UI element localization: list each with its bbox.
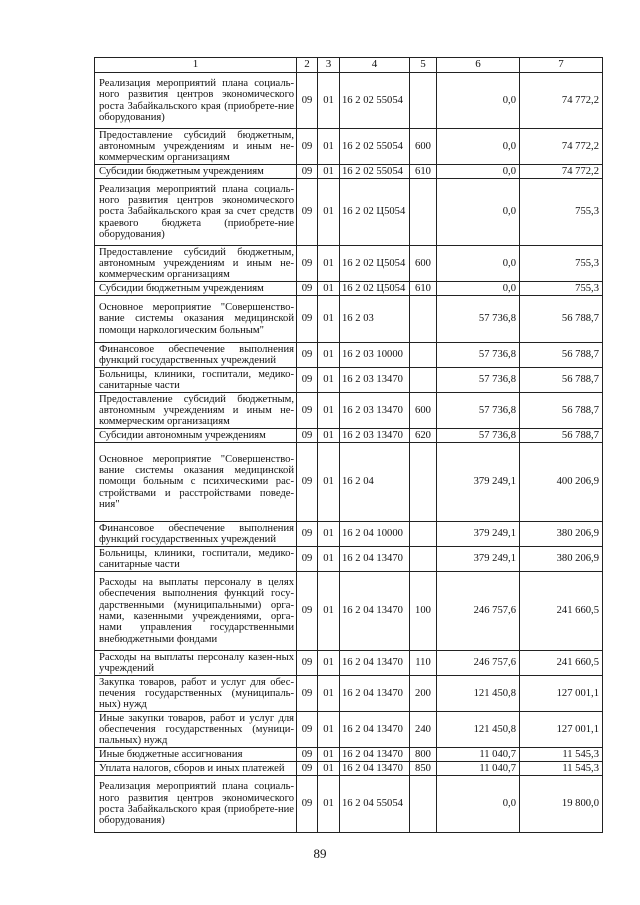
subsection-code-cell: 01 xyxy=(318,129,340,165)
amount-cell-col6: 246 757,6 xyxy=(437,651,520,676)
amount-cell-col6: 379 249,1 xyxy=(437,443,520,522)
item-name-cell: Расходы на выплаты персоналу в целях обеспечения выполнения функций госу-дарственными (муниципальными) орга-нами, казенными учреждениями, орга-нами управления государственными внебюджетными фондами xyxy=(95,572,297,651)
target-article-cell: 16 2 02 55054 xyxy=(340,129,410,165)
table-header-row xyxy=(95,58,603,73)
item-name-cell: Реализация мероприятий плана социаль-ного развития центров экономического роста Забайкальского края (приобрете-ние оборудования) xyxy=(95,776,297,833)
amount-cell-col6: 57 736,8 xyxy=(437,296,520,343)
amount-cell-col6: 57 736,8 xyxy=(437,368,520,393)
expense-type-cell: 600 xyxy=(410,393,437,429)
target-article-cell: 16 2 03 10000 xyxy=(340,343,410,368)
section-code-cell: 09 xyxy=(297,762,318,776)
amount-cell-col7: 56 788,7 xyxy=(520,429,603,443)
table-row xyxy=(95,748,603,762)
item-name-cell: Закупка товаров, работ и услуг для обес-печения государственных (муниципаль-ных) нужд xyxy=(95,676,297,712)
expense-type-cell: 200 xyxy=(410,676,437,712)
table-row xyxy=(95,246,603,282)
subsection-code-cell: 01 xyxy=(318,165,340,179)
target-article-cell: 16 2 02 Ц5054 xyxy=(340,179,410,246)
section-code-cell: 09 xyxy=(297,179,318,246)
amount-cell-col7: 127 001,1 xyxy=(520,712,603,748)
target-article-cell: 16 2 04 13470 xyxy=(340,547,410,572)
target-article-cell: 16 2 02 55054 xyxy=(340,165,410,179)
subsection-code-cell: 01 xyxy=(318,762,340,776)
target-article-cell: 16 2 03 13470 xyxy=(340,429,410,443)
expense-type-cell: 600 xyxy=(410,246,437,282)
amount-cell-col7: 380 206,9 xyxy=(520,522,603,547)
amount-cell-col7: 400 206,9 xyxy=(520,443,603,522)
amount-cell-col6: 0,0 xyxy=(437,165,520,179)
column-header: 5 xyxy=(410,58,437,73)
amount-cell-col7: 127 001,1 xyxy=(520,676,603,712)
target-article-cell: 16 2 04 13470 xyxy=(340,762,410,776)
section-code-cell: 09 xyxy=(297,282,318,296)
section-code-cell: 09 xyxy=(297,712,318,748)
subsection-code-cell: 01 xyxy=(318,712,340,748)
amount-cell-col7: 56 788,7 xyxy=(520,368,603,393)
table-row xyxy=(95,572,603,651)
amount-cell-col6: 57 736,8 xyxy=(437,393,520,429)
subsection-code-cell: 01 xyxy=(318,179,340,246)
subsection-code-cell: 01 xyxy=(318,748,340,762)
column-header: 7 xyxy=(520,58,603,73)
expense-type-cell xyxy=(410,296,437,343)
section-code-cell: 09 xyxy=(297,429,318,443)
target-article-cell: 16 2 04 13470 xyxy=(340,676,410,712)
amount-cell-col6: 11 040,7 xyxy=(437,762,520,776)
page-number: 89 xyxy=(313,846,327,861)
amount-cell-col6: 121 450,8 xyxy=(437,712,520,748)
amount-cell-col7: 755,3 xyxy=(520,179,603,246)
amount-cell-col6: 0,0 xyxy=(437,246,520,282)
section-code-cell: 09 xyxy=(297,343,318,368)
target-article-cell: 16 2 03 13470 xyxy=(340,368,410,393)
expense-type-cell xyxy=(410,73,437,129)
item-name-cell: Субсидии автономным учреждениям xyxy=(95,429,297,443)
amount-cell-col7: 19 800,0 xyxy=(520,776,603,833)
amount-cell-col7: 755,3 xyxy=(520,246,603,282)
expense-type-cell xyxy=(410,179,437,246)
subsection-code-cell: 01 xyxy=(318,246,340,282)
section-code-cell: 09 xyxy=(297,296,318,343)
table-row xyxy=(95,429,603,443)
expense-type-cell xyxy=(410,443,437,522)
amount-cell-col7: 11 545,3 xyxy=(520,762,603,776)
item-name-cell: Предоставление субсидий бюджетным, автономным учреждениям и иным не-коммерческим организациям xyxy=(95,129,297,165)
section-code-cell: 09 xyxy=(297,776,318,833)
column-header: 4 xyxy=(340,58,410,73)
expense-type-cell: 620 xyxy=(410,429,437,443)
item-name-cell: Субсидии бюджетным учреждениям xyxy=(95,165,297,179)
amount-cell-col6: 121 450,8 xyxy=(437,676,520,712)
expense-type-cell: 800 xyxy=(410,748,437,762)
expense-type-cell xyxy=(410,368,437,393)
item-name-cell: Предоставление субсидий бюджетным, автономным учреждениям и иным не-коммерческим организациям xyxy=(95,393,297,429)
table-row xyxy=(95,368,603,393)
section-code-cell: 09 xyxy=(297,393,318,429)
subsection-code-cell: 01 xyxy=(318,368,340,393)
section-code-cell: 09 xyxy=(297,129,318,165)
item-name-cell: Реализация мероприятий плана социаль-ного развития центров экономического роста Забайкальского края за счет средств краевого бюджета (приобрете-ние оборудования) xyxy=(95,179,297,246)
section-code-cell: 09 xyxy=(297,651,318,676)
table-row xyxy=(95,296,603,343)
subsection-code-cell: 01 xyxy=(318,572,340,651)
item-name-cell: Финансовое обеспечение выполнения функций государственных учреждений xyxy=(95,522,297,547)
table-row xyxy=(95,522,603,547)
item-name-cell: Субсидии бюджетным учреждениям xyxy=(95,282,297,296)
table-row xyxy=(95,443,603,522)
column-header: 2 xyxy=(297,58,318,73)
amount-cell-col6: 0,0 xyxy=(437,776,520,833)
amount-cell-col6: 0,0 xyxy=(437,73,520,129)
amount-cell-col6: 0,0 xyxy=(437,129,520,165)
column-header: 1 xyxy=(95,58,297,73)
expense-type-cell xyxy=(410,547,437,572)
amount-cell-col6: 0,0 xyxy=(437,282,520,296)
target-article-cell: 16 2 03 13470 xyxy=(340,393,410,429)
subsection-code-cell: 01 xyxy=(318,296,340,343)
subsection-code-cell: 01 xyxy=(318,343,340,368)
item-name-cell: Финансовое обеспечение выполнения функций государственных учреждений xyxy=(95,343,297,368)
section-code-cell: 09 xyxy=(297,165,318,179)
item-name-cell: Основное мероприятие "Совершенство-вание системы оказания медицинской помощи наркологическим больным" xyxy=(95,296,297,343)
amount-cell-col6: 246 757,6 xyxy=(437,572,520,651)
expense-type-cell xyxy=(410,776,437,833)
amount-cell-col7: 74 772,2 xyxy=(520,165,603,179)
expense-type-cell: 100 xyxy=(410,572,437,651)
amount-cell-col7: 74 772,2 xyxy=(520,129,603,165)
amount-cell-col6: 11 040,7 xyxy=(437,748,520,762)
amount-cell-col6: 379 249,1 xyxy=(437,522,520,547)
subsection-code-cell: 01 xyxy=(318,776,340,833)
item-name-cell: Иные закупки товаров, работ и услуг для обеспечения государственных (муници-пальных) нужд xyxy=(95,712,297,748)
table-row xyxy=(95,762,603,776)
target-article-cell: 16 2 02 Ц5054 xyxy=(340,246,410,282)
target-article-cell: 16 2 03 xyxy=(340,296,410,343)
item-name-cell: Иные бюджетные ассигнования xyxy=(95,748,297,762)
expense-type-cell: 610 xyxy=(410,282,437,296)
item-name-cell: Реализация мероприятий плана социаль-ного развития центров экономического роста Забайкальского края (приобрете-ние оборудования) xyxy=(95,73,297,129)
section-code-cell: 09 xyxy=(297,443,318,522)
amount-cell-col7: 74 772,2 xyxy=(520,73,603,129)
section-code-cell: 09 xyxy=(297,368,318,393)
amount-cell-col6: 379 249,1 xyxy=(437,547,520,572)
subsection-code-cell: 01 xyxy=(318,429,340,443)
item-name-cell: Уплата налогов, сборов и иных платежей xyxy=(95,762,297,776)
expense-type-cell: 240 xyxy=(410,712,437,748)
section-code-cell: 09 xyxy=(297,572,318,651)
amount-cell-col6: 57 736,8 xyxy=(437,343,520,368)
column-header: 3 xyxy=(318,58,340,73)
subsection-code-cell: 01 xyxy=(318,282,340,296)
target-article-cell: 16 2 04 55054 xyxy=(340,776,410,833)
target-article-cell: 16 2 04 xyxy=(340,443,410,522)
budget-table xyxy=(94,57,603,833)
amount-cell-col7: 56 788,7 xyxy=(520,343,603,368)
amount-cell-col7: 56 788,7 xyxy=(520,296,603,343)
table-row xyxy=(95,651,603,676)
section-code-cell: 09 xyxy=(297,676,318,712)
expense-type-cell xyxy=(410,343,437,368)
item-name-cell: Больницы, клиники, госпитали, медико-санитарные части xyxy=(95,368,297,393)
amount-cell-col7: 11 545,3 xyxy=(520,748,603,762)
table-row xyxy=(95,776,603,833)
table-row xyxy=(95,282,603,296)
amount-cell-col7: 241 660,5 xyxy=(520,572,603,651)
item-name-cell: Больницы, клиники, госпитали, медико-санитарные части xyxy=(95,547,297,572)
expense-type-cell: 600 xyxy=(410,129,437,165)
table-row xyxy=(95,676,603,712)
expense-type-cell: 850 xyxy=(410,762,437,776)
target-article-cell: 16 2 04 10000 xyxy=(340,522,410,547)
section-code-cell: 09 xyxy=(297,522,318,547)
item-name-cell: Расходы на выплаты персоналу казен-ных учреждений xyxy=(95,651,297,676)
amount-cell-col7: 241 660,5 xyxy=(520,651,603,676)
subsection-code-cell: 01 xyxy=(318,522,340,547)
column-header: 6 xyxy=(437,58,520,73)
item-name-cell: Предоставление субсидий бюджетным, автономным учреждениям и иным не-коммерческим организациям xyxy=(95,246,297,282)
amount-cell-col7: 755,3 xyxy=(520,282,603,296)
subsection-code-cell: 01 xyxy=(318,651,340,676)
subsection-code-cell: 01 xyxy=(318,676,340,712)
item-name-cell: Основное мероприятие "Совершенство-вание системы оказания медицинской помощи больным с психическими рас-стройствами и расстройствами поведе-ния" xyxy=(95,443,297,522)
subsection-code-cell: 01 xyxy=(318,393,340,429)
target-article-cell: 16 2 04 13470 xyxy=(340,651,410,676)
section-code-cell: 09 xyxy=(297,246,318,282)
subsection-code-cell: 01 xyxy=(318,443,340,522)
target-article-cell: 16 2 04 13470 xyxy=(340,748,410,762)
subsection-code-cell: 01 xyxy=(318,547,340,572)
target-article-cell: 16 2 04 13470 xyxy=(340,712,410,748)
expense-type-cell xyxy=(410,522,437,547)
expense-type-cell: 110 xyxy=(410,651,437,676)
section-code-cell: 09 xyxy=(297,748,318,762)
target-article-cell: 16 2 02 Ц5054 xyxy=(340,282,410,296)
section-code-cell: 09 xyxy=(297,73,318,129)
table-row xyxy=(95,73,603,129)
amount-cell-col6: 57 736,8 xyxy=(437,429,520,443)
target-article-cell: 16 2 02 55054 xyxy=(340,73,410,129)
table-row xyxy=(95,343,603,368)
target-article-cell: 16 2 04 13470 xyxy=(340,572,410,651)
table-row xyxy=(95,712,603,748)
section-code-cell: 09 xyxy=(297,547,318,572)
table-row xyxy=(95,547,603,572)
table-row xyxy=(95,179,603,246)
subsection-code-cell: 01 xyxy=(318,73,340,129)
table-row xyxy=(95,129,603,165)
amount-cell-col7: 380 206,9 xyxy=(520,547,603,572)
amount-cell-col6: 0,0 xyxy=(437,179,520,246)
table-row xyxy=(95,165,603,179)
expense-type-cell: 610 xyxy=(410,165,437,179)
amount-cell-col7: 56 788,7 xyxy=(520,393,603,429)
table-row xyxy=(95,393,603,429)
